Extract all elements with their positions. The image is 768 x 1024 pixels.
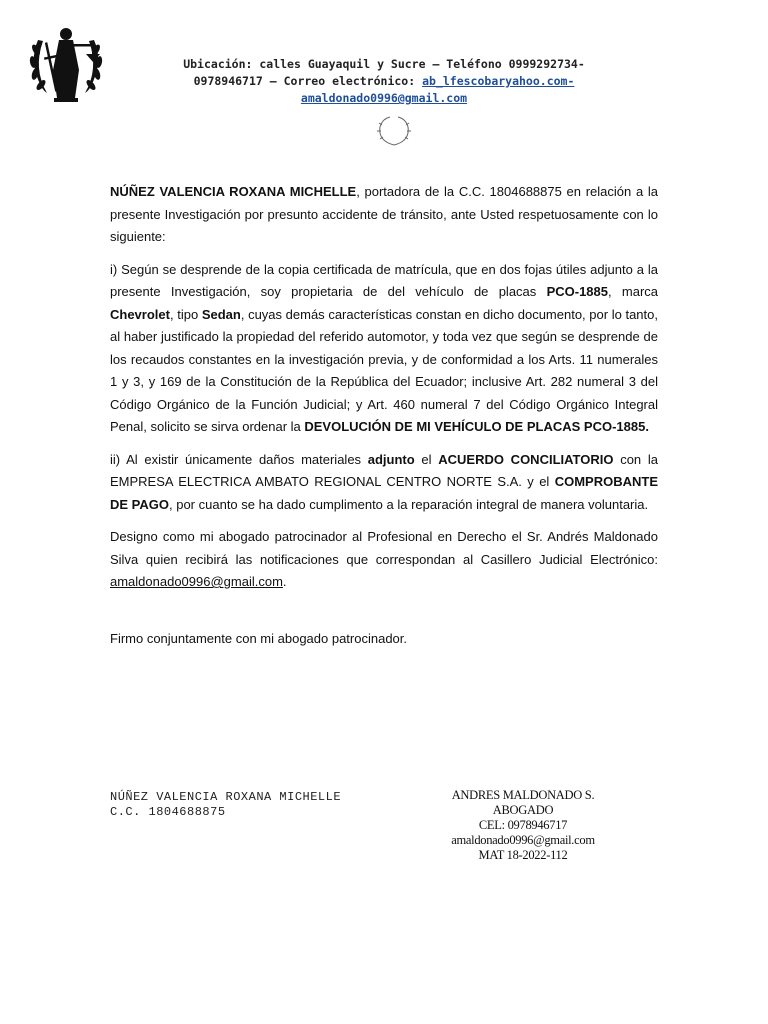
paragraph-3	[110, 526, 658, 594]
document-body	[110, 181, 658, 660]
p1-text-b: , marca	[607, 284, 658, 299]
client-signature-block	[110, 790, 341, 820]
lawyer-name: ANDRES MALDONADO S.	[451, 788, 595, 802]
p2-text-a: ii) Al existir únicamente daños materiales	[110, 451, 368, 467]
paragraph-2	[110, 449, 658, 517]
letterhead-line-2-prefix: 0978946717 – Correo electrónico:	[193, 74, 423, 88]
vehicle-brand: Chevrolet	[110, 306, 170, 322]
p3-text-a: Designo como mi abogado patrocinador al Profesional en Derecho el Sr. Andrés Maldonado Silva quien recibirá las notificaciones que correspondan al Casillero Judicial Electrónico:	[110, 529, 658, 567]
paragraph-closing: Firmo conjuntamente con mi abogado patrocinador.	[110, 630, 408, 646]
lawyer-phone: CEL: 0978946717	[478, 818, 568, 832]
letterhead-contact	[110, 56, 658, 107]
client-name: NÚÑEZ VALENCIA ROXANA MICHELLE	[110, 184, 357, 199]
p2-text-d: , por cuanto se ha dado cumplimento a la reparación integral de manera voluntaria.	[169, 496, 649, 512]
justice-logo-icon	[24, 20, 108, 104]
p1-text-d: , cuyas demás características constan en dicho documento, por lo tanto, al haber justificado la propiedad del referido automotor, y toda vez que según se desprende de los recaudos constantes en la investigación previa, y de conformidad a los Arts. 11 numerales 1 y 3, y 169 de la Constitución de la República del Ecuador; inclusive Art. 282 numeral 3 del Código Orgánico de la Función Judicial; y Art. 460 numeral 7 del Código Orgánico Integral Penal, solicito se sirva ordenar la	[110, 306, 658, 434]
lawyer-email-link[interactable]: amaldonado0996@gmail.com	[110, 574, 283, 589]
vehicle-plate: PCO-1885	[546, 284, 608, 299]
paragraph-intro	[110, 181, 658, 249]
client-signature-id: C.C. 1804688875	[110, 805, 226, 819]
client-signature-name: NÚÑEZ VALENCIA ROXANA MICHELLE	[110, 790, 342, 804]
lawyer-email: amaldonado0996@gmail.com	[451, 833, 595, 847]
p1-text-c: , tipo	[169, 306, 202, 322]
vehicle-type: Sedan	[201, 306, 241, 322]
letterhead-line-1: Ubicación: calles Guayaquil y Sucre – Teléfono 0999292734-	[183, 57, 585, 71]
lawyer-signature-block	[420, 788, 626, 863]
email-link-1[interactable]: ab_lfescobaryahoo.com-	[422, 74, 575, 88]
email-link-2[interactable]: amaldonado0996@gmail.com	[300, 91, 468, 105]
p1-text-a: i) Según se desprende de la copia certificada de matrícula, que en dos fojas útiles adjunto a la presente Investigación, soy propietaria de del vehículo de placas	[110, 261, 658, 299]
return-request: DEVOLUCIÓN DE MI VEHÍCULO DE PLACAS PCO-1885.	[304, 419, 649, 434]
lawyer-title: ABOGADO	[492, 803, 554, 817]
adjunto-word: adjunto	[367, 451, 415, 467]
acuerdo-conciliatorio: ACUERDO CONCILIATORIO	[438, 451, 614, 467]
letterhead-line-3	[110, 90, 658, 107]
intro-text: , portadora de la C.C. 1804688875 en relación a la presente Investigación por presunto accidente de tránsito, ante Usted respetuosamente con lo siguiente:	[110, 184, 658, 244]
lawyer-registration: MAT 18-2022-112	[478, 848, 568, 862]
comprobante-pago: COMPROBANTE DE PAGO	[110, 474, 658, 512]
p2-text-b: el	[414, 451, 439, 467]
p3-text-b: .	[282, 574, 287, 589]
paragraph-1	[110, 259, 658, 439]
wreath-ornament-icon	[374, 113, 414, 149]
letterhead-line-2	[110, 73, 658, 90]
p2-text-c: con la EMPRESA ELECTRICA AMBATO REGIONAL CENTRO NORTE S.A. y el	[110, 451, 658, 489]
